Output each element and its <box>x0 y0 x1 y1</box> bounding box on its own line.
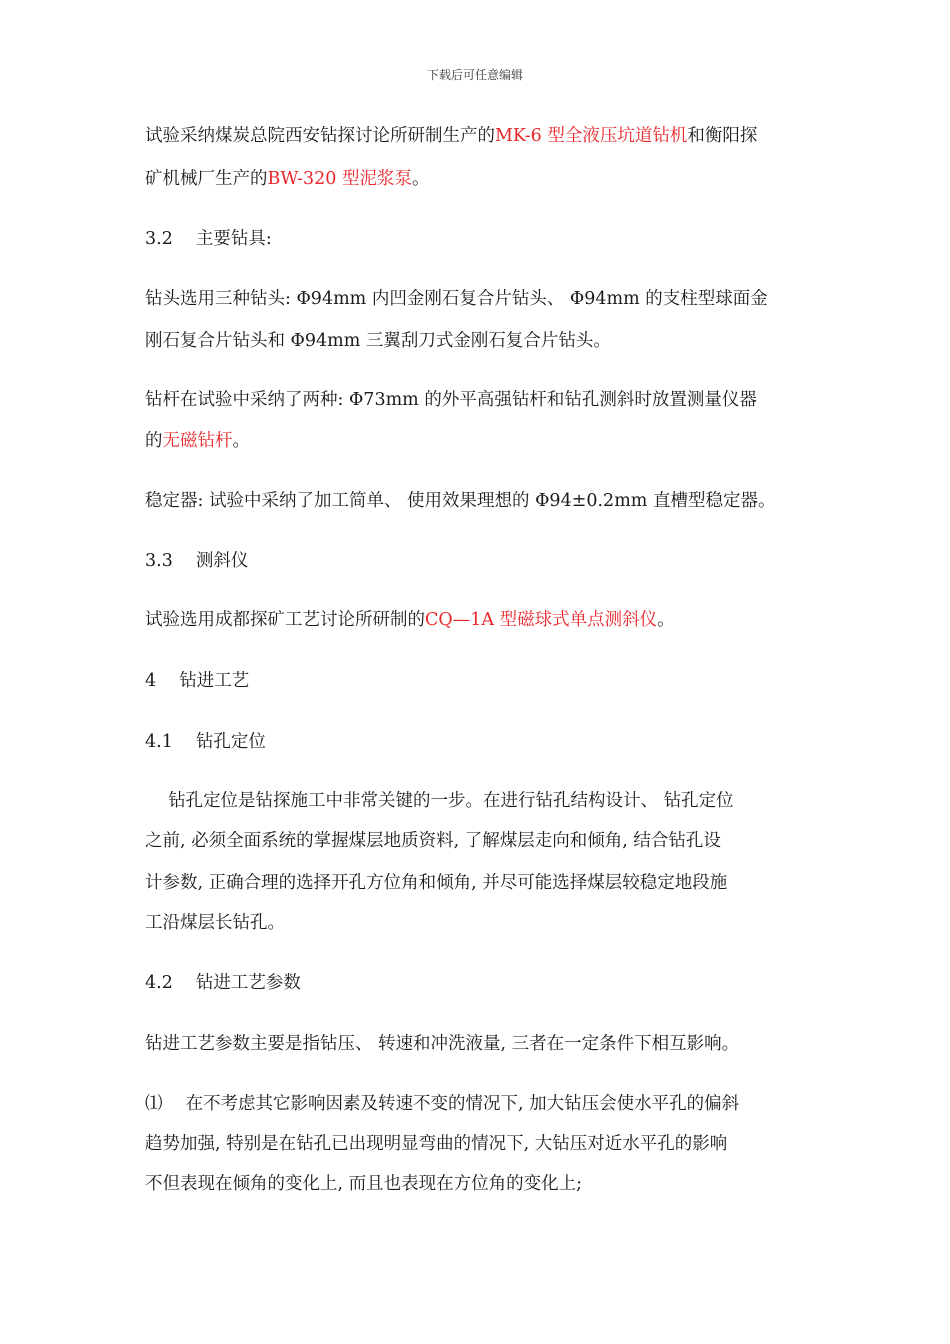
highlighted-text: 无磁钻杆 <box>162 431 233 451</box>
text-line <box>145 912 285 934</box>
highlighted-text: BW-320 型泥浆泵 <box>267 169 412 189</box>
text-span: 。 <box>232 431 250 451</box>
text-span: 3.3 测斜仪 <box>145 551 249 571</box>
text-span: 试验采纳煤炭总院西安钻探讨论所研制生产的 <box>145 126 495 146</box>
text-line <box>145 288 768 310</box>
text-line <box>145 1133 727 1155</box>
text-line <box>145 609 675 631</box>
text-line <box>145 330 611 352</box>
text-span: 3.2 主要钻具: <box>145 229 272 249</box>
text-span: 的 <box>145 431 163 451</box>
highlighted-text: CQ—1A 型磁球式单点测斜仪 <box>425 610 658 630</box>
text-span: 矿机械厂生产的 <box>145 169 268 189</box>
text-line <box>145 430 250 452</box>
text-line <box>145 550 248 572</box>
text-line <box>145 490 775 512</box>
text-span: 不但表现在倾角的变化上, 而且也表现在方位角的变化上; <box>145 1174 583 1194</box>
text-line <box>145 830 721 852</box>
text-line <box>145 670 249 692</box>
text-span: 刚石复合片钻头和 Φ94mm 三翼刮刀式金刚石复合片钻头。 <box>145 331 611 351</box>
text-line <box>145 1033 739 1055</box>
text-span: 。 <box>657 610 675 630</box>
text-span: 4.1 钻孔定位 <box>145 732 266 752</box>
highlighted-text: MK-6 型全液压坑道钻机 <box>495 126 688 146</box>
text-span: 趋势加强, 特别是在钻孔已出现明显弯曲的情况下, 大钻压对近水平孔的影响 <box>145 1134 728 1154</box>
text-span: ⑴ 在不考虑其它影响因素及转速不变的情况下, 加大钻压会使水平孔的偏斜 <box>145 1094 740 1114</box>
text-span: 钻杆在试验中采纳了两种: Φ73mm 的外平高强钻杆和钻孔测斜时放置测量仪器 <box>145 390 757 410</box>
text-span: 之前, 必须全面系统的掌握煤层地质资料, 了解煤层走向和倾角, 结合钻孔设 <box>145 831 721 851</box>
text-line <box>145 1093 739 1115</box>
text-line <box>145 872 727 894</box>
text-span: 4.2 钻进工艺参数 <box>145 973 301 993</box>
text-line <box>145 1173 582 1195</box>
text-line <box>145 168 429 190</box>
text-line <box>145 125 757 147</box>
text-span: 计参数, 正确合理的选择开孔方位角和倾角, 并尽可能选择煤层较稳定地段施 <box>145 873 728 893</box>
text-span: 钻孔定位是钻探施工中非常关键的一步。在进行钻孔结构设计、 钻孔定位 <box>145 791 734 811</box>
text-line <box>145 389 757 411</box>
text-span: 钻头选用三种钻头: Φ94mm 内凹金刚石复合片钻头、 Φ94mm 的支柱型球面金 <box>145 289 768 309</box>
text-line <box>145 228 272 250</box>
text-span: 稳定器: 试验中采纳了加工简单、 使用效果理想的 Φ94±0.2mm 直槽型稳定器。 <box>145 491 776 511</box>
text-span: 钻进工艺参数主要是指钻压、 转速和冲洗液量, 三者在一定条件下相互影响。 <box>145 1034 740 1054</box>
text-line <box>145 972 301 994</box>
text-span: 工沿煤层长钻孔。 <box>145 913 285 933</box>
text-line <box>145 790 734 812</box>
text-span: 。 <box>411 169 430 189</box>
text-span: 和衡阳探 <box>687 126 758 146</box>
page-header: 下载后可任意编辑 <box>426 68 523 82</box>
text-span: 试验选用成都探矿工艺讨论所研制的 <box>145 610 425 630</box>
text-line <box>145 731 266 753</box>
text-span: 4 钻进工艺 <box>145 671 250 691</box>
